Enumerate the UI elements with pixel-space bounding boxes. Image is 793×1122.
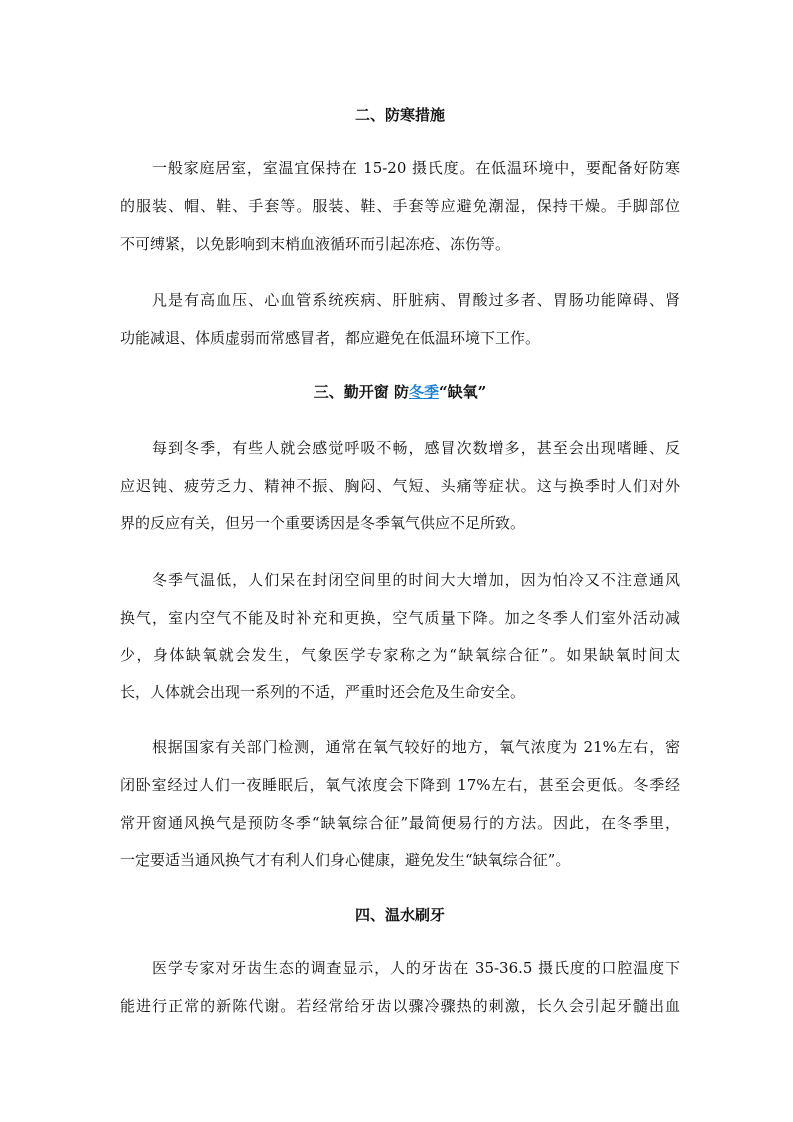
heading-open-window bbox=[120, 373, 680, 411]
paragraph-line: 每到冬季，有些人就会感觉呼吸不畅，感冒次数增多，甚至会出现嗜睡、反 bbox=[152, 439, 680, 457]
heading-warm-water-brushing: 四、温水刷牙 bbox=[354, 906, 445, 924]
paragraph-line: 功能减退、体质虚弱而常感冒者，都应避免在低温环境下工作。 bbox=[120, 329, 541, 347]
paragraph-line: 的服装、帽、鞋、手套等。服装、鞋、手套等应避免潮湿，保持干燥。手脚部位 bbox=[120, 197, 680, 215]
heading-cold-protection: 二、防寒措施 bbox=[354, 106, 445, 124]
paragraph-line: 能进行正常的新陈代谢。若经常给牙齿以骤冷骤热的刺激，长久会引起牙髓出血 bbox=[120, 997, 680, 1015]
heading-text: “缺氧” bbox=[438, 383, 487, 401]
paragraph-line: 界的反应有关，但另一个重要诱因是冬季氧气供应不足所致。 bbox=[120, 514, 526, 532]
paragraph-line: 凡是有高血压、心血管系统疾病、肝脏病、胃酸过多者、胃肠功能障碍、肾 bbox=[152, 291, 680, 309]
paragraph-line: 闭卧室经过人们一夜睡眠后，氧气浓度会下降到 17%左右，甚至会更低。冬季经 bbox=[120, 776, 680, 794]
paragraph-line: 少，身体缺氧就会发生，气象医学专家称之为“缺氧综合征”。如果缺氧时间太 bbox=[120, 646, 680, 664]
paragraph-line: 冬季气温低，人们呆在封闭空间里的时间大大增加，因为怕冷又不注意通风 bbox=[152, 571, 680, 589]
paragraph-line: 根据国家有关部门检测，通常在氧气较好的地方，氧气浓度为 21%左右，密 bbox=[152, 738, 680, 756]
paragraph-line: 不可缚紧，以免影响到末梢血液循环而引起冻疮、冻伤等。 bbox=[120, 235, 511, 253]
paragraph-line: 医学专家对牙齿生态的调查显示，人的牙齿在 35-36.5 摄氏度的口腔温度下 bbox=[152, 959, 680, 977]
paragraph-line: 一定要适当通风换气才有利人们身心健康，避免发生“缺氧综合征”。 bbox=[120, 851, 571, 869]
paragraph-line: 一般家庭居室，室温宜保持在 15-20 摄氏度。在低温环境中，要配备好防寒 bbox=[152, 159, 680, 177]
winter-link[interactable]: 冬季 bbox=[408, 383, 439, 401]
paragraph-line: 应迟钝、疲劳乏力、精神不振、胸闷、气短、头痛等症状。这与换季时人们对外 bbox=[120, 477, 680, 495]
paragraph-line: 长，人体就会出现一系列的不适，严重时还会危及生命安全。 bbox=[120, 683, 526, 701]
heading-text: 三、勤开窗 防 bbox=[313, 383, 409, 401]
paragraph-line: 常开窗通风换气是预防冬季“缺氧综合征”最简便易行的方法。因此，在冬季里， bbox=[120, 814, 680, 832]
paragraph-line: 换气，室内空气不能及时补充和更换，空气质量下降。加之冬季人们室外活动减 bbox=[120, 609, 680, 627]
